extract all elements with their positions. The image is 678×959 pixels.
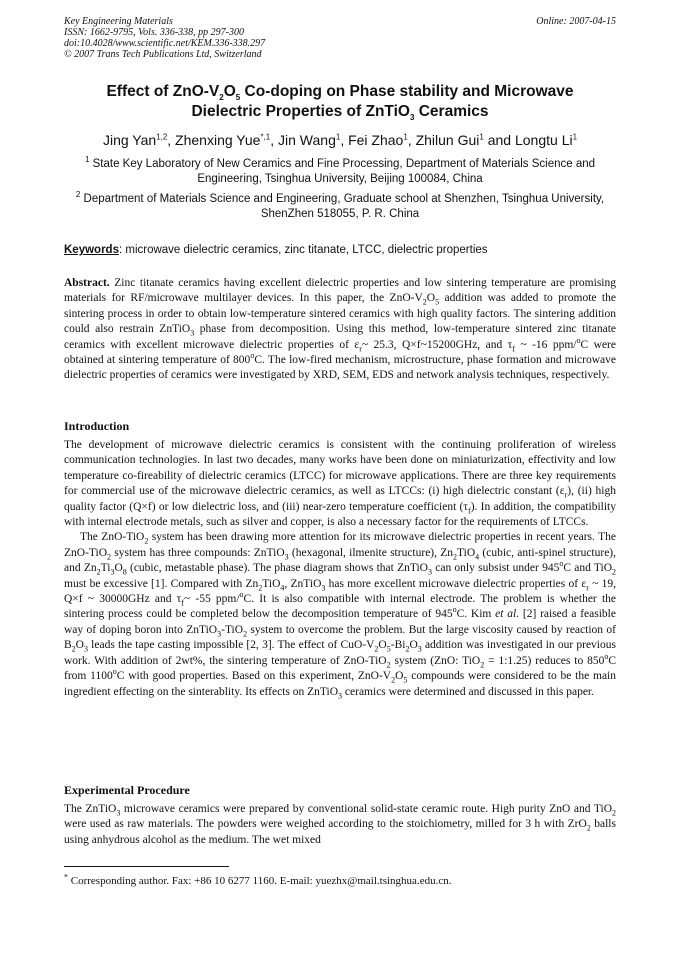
abstract: Abstract. Zinc titanate ceramics having excellent dielectric properties and low sintering temperature are promising materials for RF/microwave multilayer devices. In this paper, the ZnO-$V_2O_5$ addition was added to promote the sintering process in order to obtain low-temperature sintered ceramics with high quality factors. The sintering addition could also restrain ZnTiO$_3$ phase from decomposition. Using this method, low-temperature sintered zinc titanate ceramics with excellent microwave dielectric properties of $\varepsilon_r\sim$ 25.3, Q×f~15200GHz, and $\tau_f$ ~ -16 ppm/$^o$C were obtained at sintering temperature of 800$^o$C. The low-fired mechanism, microstructure, phase formation and microwave dielectric properties of ceramics were investigated by XRD, SEM, EDS and network analysis techniques, respectively. <box>64 277 616 382</box>
affiliation-2: $^2$ Department of Materials Science and Engineering, Graduate school at Shenzhen, Tsinghua University, ShenZhen 518055, P. R. China <box>75 190 605 220</box>
journal-name: Key Engineering Materials <box>64 16 173 27</box>
keywords: Keywords: microwave dielectric ceramics, zinc titanate, LTCC, dielectric properties <box>64 244 488 256</box>
author-list: Jing Yan$^{1,2}$, Zhenxing Yue$^{*,1}$, Jin Wang$^1$, Fei Zhao$^1$, Zhilun Gui$^1$ and Longtu Li$^1$ <box>102 132 578 148</box>
journal-doi: doi:10.4028/www.scientific.net/KEM.336-338.297 <box>64 38 266 49</box>
introduction-body <box>64 438 616 700</box>
affiliation-1: $^1$ State Key Laboratory of New Ceramics and Fine Processing, Department of Materials Science and Engineering, Tsinghua University, Beijing 100084, China <box>84 155 596 185</box>
footnote: * Corresponding author. Fax: +86 10 6277 1160. E-mail: yuezhx@mail.tsinghua.edu.cn. <box>64 872 452 887</box>
keywords-label: Keywords <box>64 244 119 256</box>
paper-title: Effect of ZnO-$V_2O_5$ Co-doping on Phase stability and Microwave Dielectric Properties of ZnTiO$_3$ Ceramics <box>106 83 574 123</box>
intro-paragraph-1: The development of microwave dielectric ceramics is consistent with the continuing proliferation of wireless communication technologies. In last two decades, many works have been done on miniaturization, effectivity and low temperature co-fireability of dielectric ceramics (LTCC) for microwave applications. There are three key requirements for commercial use of the microwave dielectric ceramics, as well as LTCCs: (i) high dielectric constant $(\varepsilon_r)$, (ii) high quality factor (Q×f) or low dielectric loss, and (iii) near-zero temperature coefficient $(\tau_f)$. In addition, the compatibility with internal electrode metals, such as silver and copper, is also a necessary factor for the requirements of LTCCs. <box>64 439 616 529</box>
experimental-heading: Experimental Procedure <box>64 783 190 797</box>
journal-copyright: © 2007 Trans Tech Publications Ltd, Switzerland <box>64 49 262 60</box>
experimental-body: The ZnTiO$_3$ microwave ceramics were prepared by conventional solid-state ceramic route. High purity ZnO and TiO$_2$ were used as raw materials. The powders were weighed according to the stoichiometry, milled for 3 h with ZrO$_2$ balls using anhydrous alcohol as the medium. The wet mixed <box>64 803 617 846</box>
intro-paragraph-2: The ZnO-TiO$_2$ system has been drawing more attention for its microwave dielectric properties in recent years. The ZnO-TiO$_2$ system has three compounds: ZnTiO$_3$ (hexagonal, ilmenite structure), $Zn_2TiO_4$ (cubic, anti-spinel structure), and $Zn_2Ti_3O_8$ (cubic, metastable phase). The phase diagram shows that ZnTiO$_3$ can only subsist under 945$^o$C and TiO$_2$ must be excessive [1]. Compared with $Zn_2TiO_4$, ZnTiO$_3$ has more excellent microwave dielectric properties of $\varepsilon_r$ ~ 19, Q×f ~ 30000GHz and $\tau_f\sim$ -55 ppm/$^o$C. It is also compatible with internal electrode. The problem is whether the sintering process could be completed below the decomposition temperature of 945$^o$C. Kim et al. [2] raised a feasible way of doping boron into ZnTiO$_3$-TiO$_2$ system to overcome the problem. But the large viscosity caused by reaction of $B_2O_3$ leads the tape casting impossible [2, 3]. The effect of CuO-$V_2O_5-Bi_2O_3$ addition was investigated in our previous work. With addition of 2wt%, the sintering temperature of ZnO-TiO$_2$ system (ZnO: TiO$_2$ = 1:1.25) reduces to 850$^o$C from 1100$^o$C with good properties. Based on this experiment, ZnO-$V_2O_5$ compounds were considered to be the main ingredient effecting on the sinterablity. Its effects on ZnTiO$_3$ ceramics were determined and discussed in this paper. <box>64 531 617 700</box>
online-date: Online: 2007-04-15 <box>536 16 616 27</box>
footnote-divider <box>64 866 229 867</box>
keywords-text: microwave dielectric ceramics, zinc titanate, LTCC, dielectric properties <box>122 244 488 256</box>
journal-header <box>64 16 616 60</box>
abstract-label: Abstract. <box>64 277 110 289</box>
journal-issn: ISSN: 1662-9795, Vols. 336-338, pp 297-300 <box>64 27 244 38</box>
introduction-heading: Introduction <box>64 419 130 433</box>
